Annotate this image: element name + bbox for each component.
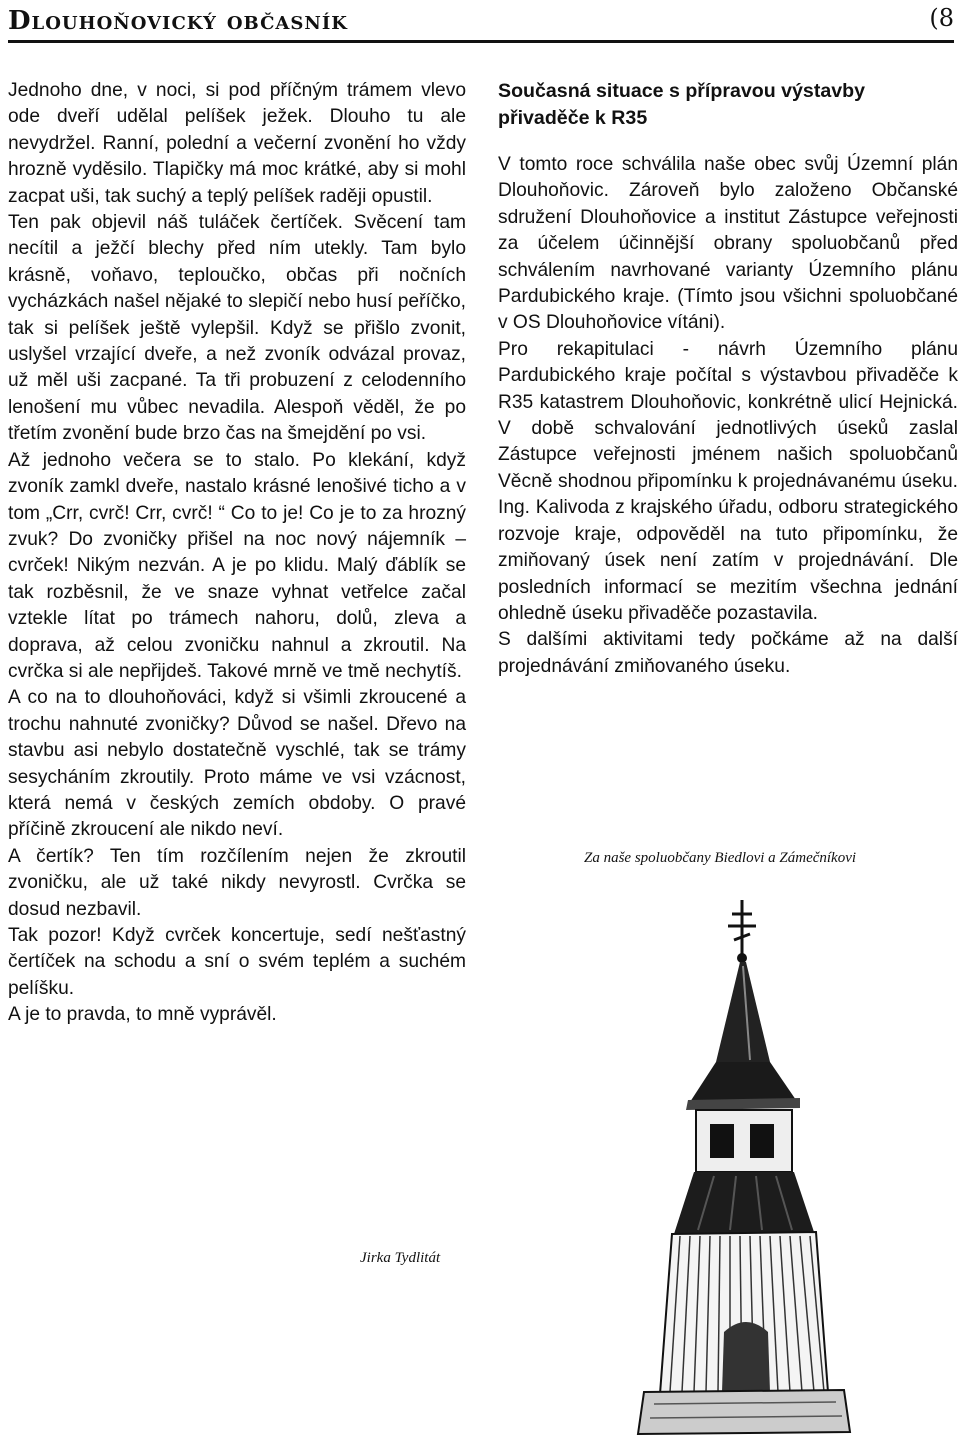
left-column-article bbox=[8, 78, 466, 1029]
paragraph: A čertík? Ten tím rozčílením nejen že zkroutil zvoničku, ale už také nikdy nevyrostl. Cvrčka se dosud nezbavil. bbox=[8, 845, 466, 920]
paragraph: Až jednoho večera se to stalo. Po klekání, když zvoník zamkl dveře, nastalo krásné lenošivé ticho a v tom „Crr, cvrč! Crr, cvrč! “ Co to je! Co je to za hrozný zvuk? Do zvoničky přišel na noc nový nájemník – cvrček! Nikým nezván. A je po klidu. Malý ďáblík se tak rozběsnil, že ve snaze vyhnat vetřelce začal vztekle lítat po trámech nahoru, dolů, zleva a doprava, až celou zvoničku nahnul a zkroutil. Na cvrčka si ale nepřijdeš. Takové mrně ve tmě nechytíš. bbox=[8, 449, 466, 682]
newsletter-title: Dlouhoňovický občasník bbox=[8, 6, 348, 36]
paragraph: A co na to dlouhoňováci, když si všimli zkroucené a trochu nahnuté zvoničky? Důvod se našel. Dřevo na stavbu asi nebylo dostatečně vyschlé, tak se trámy sesycháním zkroutily. Proto máme ve vsi vzácnost, která nemá v českých zemích obdoby. O pravé příčině zkroucení ale nikdo neví. bbox=[8, 687, 466, 841]
bell-tower-icon bbox=[484, 892, 944, 1437]
paragraph: Tak pozor! Když cvrček koncertuje, sedí nešťastný čertíček na schodu a sní o svém teplém a suchém pelíšku. bbox=[8, 925, 466, 999]
paragraph: Pro rekapitulaci - návrh Územního plánu Pardubického kraje počítal s výstavbou přivaděče k R35 katastrem Dlouhoňovic, konkrétně ulicí Hejnická. V době schvalování jednotlivých úseků zaslal Zástupce veřejnosti jménem našich spoluobčanů Věcně shodnou připomínku k projednávanému úseku. Ing. Kalivoda z krajského úřadu, odboru strategického rozvoje kraje, odpověděl na tuto připomínku, že zmiňovaný úsek není zatím v projednávání. Dle posledních informací se mezitím všechna jednání ohledně úseku přivaděče pozastavila. bbox=[498, 338, 958, 624]
paragraph: Ten pak objevil náš tuláček čertíček. Svěcení tam necítil a ježčí blechy před ním utekly. Tam bylo krásně, voňavo, teploučko, občas při nočních vycházkách našel nějaké to slepičí nebo husí peříčko, tak si pelíšek ještě vylepšil. Když se přišlo zvonit, uslyšel vrzající dveře, a než zvoník odvázal provaz, už měl uši zacpané. Ta tři probuzení z celodenního lenošení mu vůbec nevadila. Alespoň věděl, že po třetím zvonění bude brzo čas na šmejdění po vsi. bbox=[8, 212, 466, 445]
right-column-article bbox=[498, 78, 958, 680]
header-rule bbox=[8, 40, 954, 43]
paragraph: A je to pravda, to mně vyprávěl. bbox=[8, 1004, 277, 1026]
page-header bbox=[8, 0, 954, 42]
paragraph: Jednoho dne, v noci, si pod příčným trámem vlevo ode dveří udělal pelíšek ježek. Dlouho tu ale nevydržel. Ranní, polední a večerní zvonění ho vždy hrozně vyděsilo. Tlapičky má moc krátké, aby si mohl zacpat uši, tak suchý a teplý pelíšek raději opustil. bbox=[8, 80, 466, 207]
right-article-signature: Za naše spoluobčany Biedlovi a Zámečníkovi bbox=[584, 850, 857, 866]
paragraph: S dalšími aktivitami tedy počkáme až na další projednávání zmiňovaného úseku. bbox=[498, 629, 958, 677]
article-heading: Současná situace s přípravou výstavby přivaděče k R35 bbox=[498, 80, 866, 129]
left-article-signature: Jirka Tydlitát bbox=[360, 1250, 441, 1266]
paragraph: V tomto roce schválila naše obec svůj Územní plán Dlouhoňovic. Zároveň bylo založeno Občanské sdružení Dlouhoňovice a institut Zástupce veřejnosti za účelem účinnější obrany spoluobčanů před schválením navrhované varianty Územního plánu Pardubického kraje. (Tímto jsou všichni spoluobčané v OS Dlouhoňovice vítáni). bbox=[498, 154, 958, 334]
page-number: (8 bbox=[929, 4, 954, 32]
